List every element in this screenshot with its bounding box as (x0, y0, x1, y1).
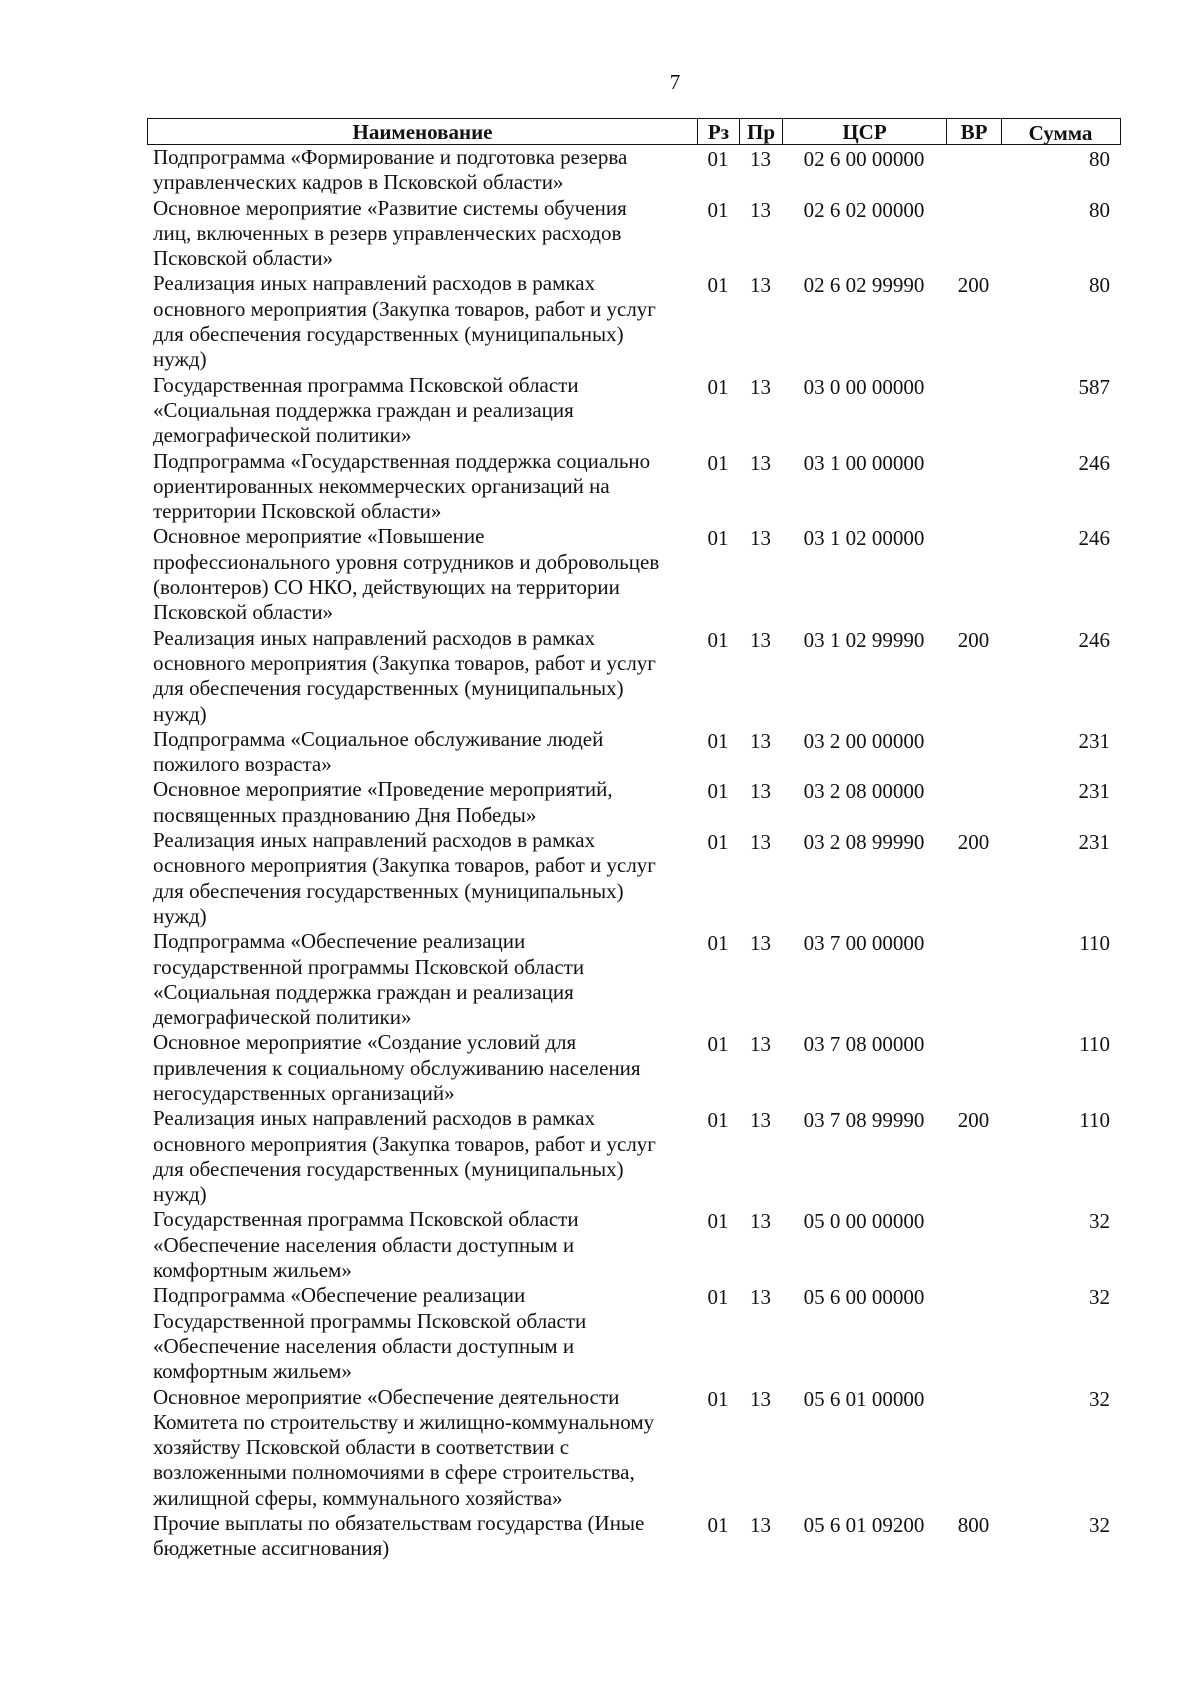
cell-rz: 01 (707, 1513, 729, 1538)
cell-csr: 03 7 00 00000 (803, 931, 925, 956)
header-sum: Сумма (1028, 121, 1093, 145)
table-row (147, 1207, 1121, 1283)
cell-name: Подпрограмма «Формирование и подготовка резерва управленческих кадров в Псковской области» (153, 145, 628, 195)
cell-name: Реализация иных направлений расходов в рамках основного мероприятия (Закупка товаров, работ и услуг для обеспечения государственных (муниципальных) нужд) (153, 1106, 656, 1207)
cell-pr: 13 (750, 779, 771, 804)
table-row (147, 1511, 1121, 1562)
table-row (147, 1283, 1121, 1384)
cell-rz: 01 (707, 273, 729, 298)
cell-sum: 32 (1089, 1513, 1110, 1538)
cell-rz: 01 (707, 728, 729, 753)
cell-rz: 01 (707, 1209, 729, 1234)
cell-name: Государственная программа Псковской области «Социальная поддержка граждан и реализация демографической политики» (153, 372, 579, 448)
cell-rz: 01 (707, 830, 729, 855)
cell-pr: 13 (750, 374, 771, 399)
cell-name: Основное мероприятие «Обеспечение деятельности Комитета по строительству и жилищно-коммунальному хозяйству Псковской области в соответствии с возложенными полномочиями в сфере строительства, жилищной сферы, коммунального хозяйства» (153, 1384, 655, 1510)
cell-rz: 01 (707, 1108, 729, 1133)
cell-name: Реализация иных направлений расходов в рамках основного мероприятия (Закупка товаров, работ и услуг для обеспечения государственных (муниципальных) нужд) (153, 828, 656, 928)
cell-vr (946, 449, 1001, 525)
cell-name: Основное мероприятие «Создание условий для привлечения к социальному обслуживанию населения негосударственных организаций» (153, 1030, 641, 1105)
table-body (147, 145, 1121, 1562)
header-rz: Рз (698, 119, 740, 144)
table-row (147, 929, 1121, 1030)
cell-rz: 01 (707, 1032, 729, 1057)
cell-name: Основное мероприятие «Повышение профессионального уровня сотрудников и добровольцев (волонтеров) СО НКО, действующих на территории Псковской области» (153, 524, 660, 625)
cell-vr (946, 727, 1001, 778)
cell-rz: 01 (707, 374, 729, 399)
cell-csr: 02 6 02 99990 (803, 273, 925, 298)
cell-vr (946, 524, 1001, 625)
cell-pr: 13 (750, 1285, 771, 1310)
cell-sum: 246 (1078, 627, 1110, 652)
cell-rz: 01 (707, 526, 729, 551)
table-row (147, 1030, 1121, 1106)
cell-vr (946, 373, 1001, 449)
cell-pr: 13 (750, 728, 771, 753)
cell-csr: 02 6 02 00000 (803, 197, 925, 222)
cell-sum: 110 (1079, 1032, 1110, 1057)
cell-vr (946, 777, 1001, 828)
table-header (147, 118, 1121, 145)
cell-sum: 110 (1079, 1108, 1110, 1133)
cell-pr: 13 (750, 1032, 771, 1057)
cell-pr: 13 (750, 147, 771, 171)
cell-csr: 05 6 00 00000 (803, 1285, 925, 1310)
cell-sum: 32 (1089, 1386, 1110, 1411)
cell-vr: 200 (957, 1108, 990, 1133)
page-number: 7 (669, 70, 681, 94)
header-vr: ВР (947, 119, 1002, 144)
cell-name: Подпрограмма «Государственная поддержка социально ориентированных некоммерческих организаций на территории Псковской области» (153, 448, 651, 524)
cell-name: Подпрограмма «Обеспечение реализации государственной программы Псковской области «Социальная поддержка граждан и реализация демографической политики» (153, 929, 585, 1030)
cell-vr: 800 (957, 1513, 990, 1538)
cell-pr: 13 (750, 197, 771, 222)
budget-table (147, 118, 1121, 1562)
cell-vr (946, 196, 1001, 272)
cell-name: Реализация иных направлений расходов в рамках основного мероприятия (Закупка товаров, работ и услуг для обеспечения государственных (муниципальных) нужд) (153, 625, 656, 726)
cell-csr: 03 2 00 00000 (803, 728, 925, 753)
cell-pr: 13 (750, 627, 771, 652)
cell-vr (946, 929, 1001, 1030)
cell-pr: 13 (750, 273, 771, 298)
cell-pr: 13 (750, 931, 771, 956)
cell-name: Реализация иных направлений расходов в рамках основного мероприятия (Закупка товаров, работ и услуг для обеспечения государственных (муниципальных) нужд) (153, 271, 656, 372)
cell-sum: 110 (1079, 931, 1110, 956)
cell-vr: 200 (957, 273, 990, 298)
cell-rz: 01 (707, 931, 729, 956)
cell-pr: 13 (750, 526, 771, 551)
cell-sum: 246 (1078, 526, 1110, 551)
cell-name: Подпрограмма «Социальное обслуживание людей пожилого возраста» (153, 726, 604, 777)
cell-vr: 200 (957, 627, 990, 652)
cell-csr: 02 6 00 00000 (803, 147, 925, 171)
cell-pr: 13 (750, 1513, 771, 1538)
cell-name: Государственная программа Псковской области «Обеспечение населения области доступным и комфортным жильем» (153, 1207, 579, 1283)
cell-vr (946, 145, 1001, 196)
cell-vr (946, 1385, 1001, 1511)
cell-csr: 03 1 02 00000 (803, 526, 925, 551)
header-name: Наименование (148, 119, 698, 144)
cell-pr: 13 (750, 1386, 771, 1411)
table-row (147, 449, 1121, 525)
cell-sum: 246 (1078, 450, 1110, 475)
table-row (147, 777, 1121, 828)
cell-pr: 13 (750, 1209, 771, 1234)
cell-csr: 03 2 08 00000 (803, 779, 925, 804)
cell-csr: 03 0 00 00000 (803, 374, 925, 399)
cell-vr (946, 1207, 1001, 1283)
cell-csr: 03 7 08 00000 (803, 1032, 925, 1057)
header-pr: Пр (740, 119, 783, 144)
cell-name: Подпрограмма «Обеспечение реализации Государственной программы Псковской области «Обеспечение населения области доступным и комфортным жильем» (153, 1283, 587, 1384)
table-row (147, 727, 1121, 778)
cell-rz: 01 (707, 779, 729, 804)
cell-name: Основное мероприятие «Проведение мероприятий, посвященных празднованию Дня Победы» (153, 777, 613, 827)
header-csr: ЦСР (783, 119, 947, 144)
cell-sum: 80 (1089, 273, 1110, 298)
cell-csr: 03 7 08 99990 (803, 1108, 925, 1133)
cell-sum: 80 (1089, 147, 1110, 171)
cell-csr: 05 0 00 00000 (803, 1209, 925, 1234)
table-row (147, 626, 1121, 727)
table-row (147, 1106, 1121, 1207)
cell-vr (946, 1283, 1001, 1384)
cell-pr: 13 (750, 1108, 771, 1133)
table-row (147, 271, 1121, 372)
cell-sum: 587 (1078, 374, 1110, 399)
cell-csr: 03 1 02 99990 (803, 627, 925, 652)
cell-sum: 32 (1089, 1285, 1110, 1310)
cell-sum: 231 (1078, 728, 1110, 753)
cell-sum: 80 (1089, 197, 1110, 222)
cell-sum: 231 (1078, 830, 1110, 855)
cell-pr: 13 (750, 830, 771, 855)
cell-rz: 01 (707, 1386, 729, 1411)
cell-name: Основное мероприятие «Развитие системы обучения лиц, включенных в резерв управленческих расходов Псковской области» (153, 195, 627, 271)
cell-sum: 231 (1078, 779, 1110, 804)
cell-rz: 01 (707, 450, 729, 475)
cell-sum: 32 (1089, 1209, 1110, 1234)
table-row (147, 145, 1121, 196)
cell-csr: 05 6 01 00000 (803, 1386, 925, 1411)
cell-rz: 01 (707, 627, 729, 652)
cell-csr: 03 2 08 99990 (803, 830, 925, 855)
cell-rz: 01 (707, 197, 729, 222)
cell-pr: 13 (750, 450, 771, 475)
table-row (147, 828, 1121, 929)
cell-vr: 200 (957, 830, 990, 855)
cell-vr (946, 1030, 1001, 1106)
cell-csr: 05 6 01 09200 (803, 1513, 925, 1538)
cell-csr: 03 1 00 00000 (803, 450, 925, 475)
table-row (147, 1385, 1121, 1511)
table-row (147, 196, 1121, 272)
cell-rz: 01 (707, 147, 729, 171)
cell-name: Прочие выплаты по обязательствам государства (Иные бюджетные ассигнования) (153, 1511, 645, 1561)
table-row (147, 373, 1121, 449)
cell-rz: 01 (707, 1285, 729, 1310)
table-row (147, 524, 1121, 625)
